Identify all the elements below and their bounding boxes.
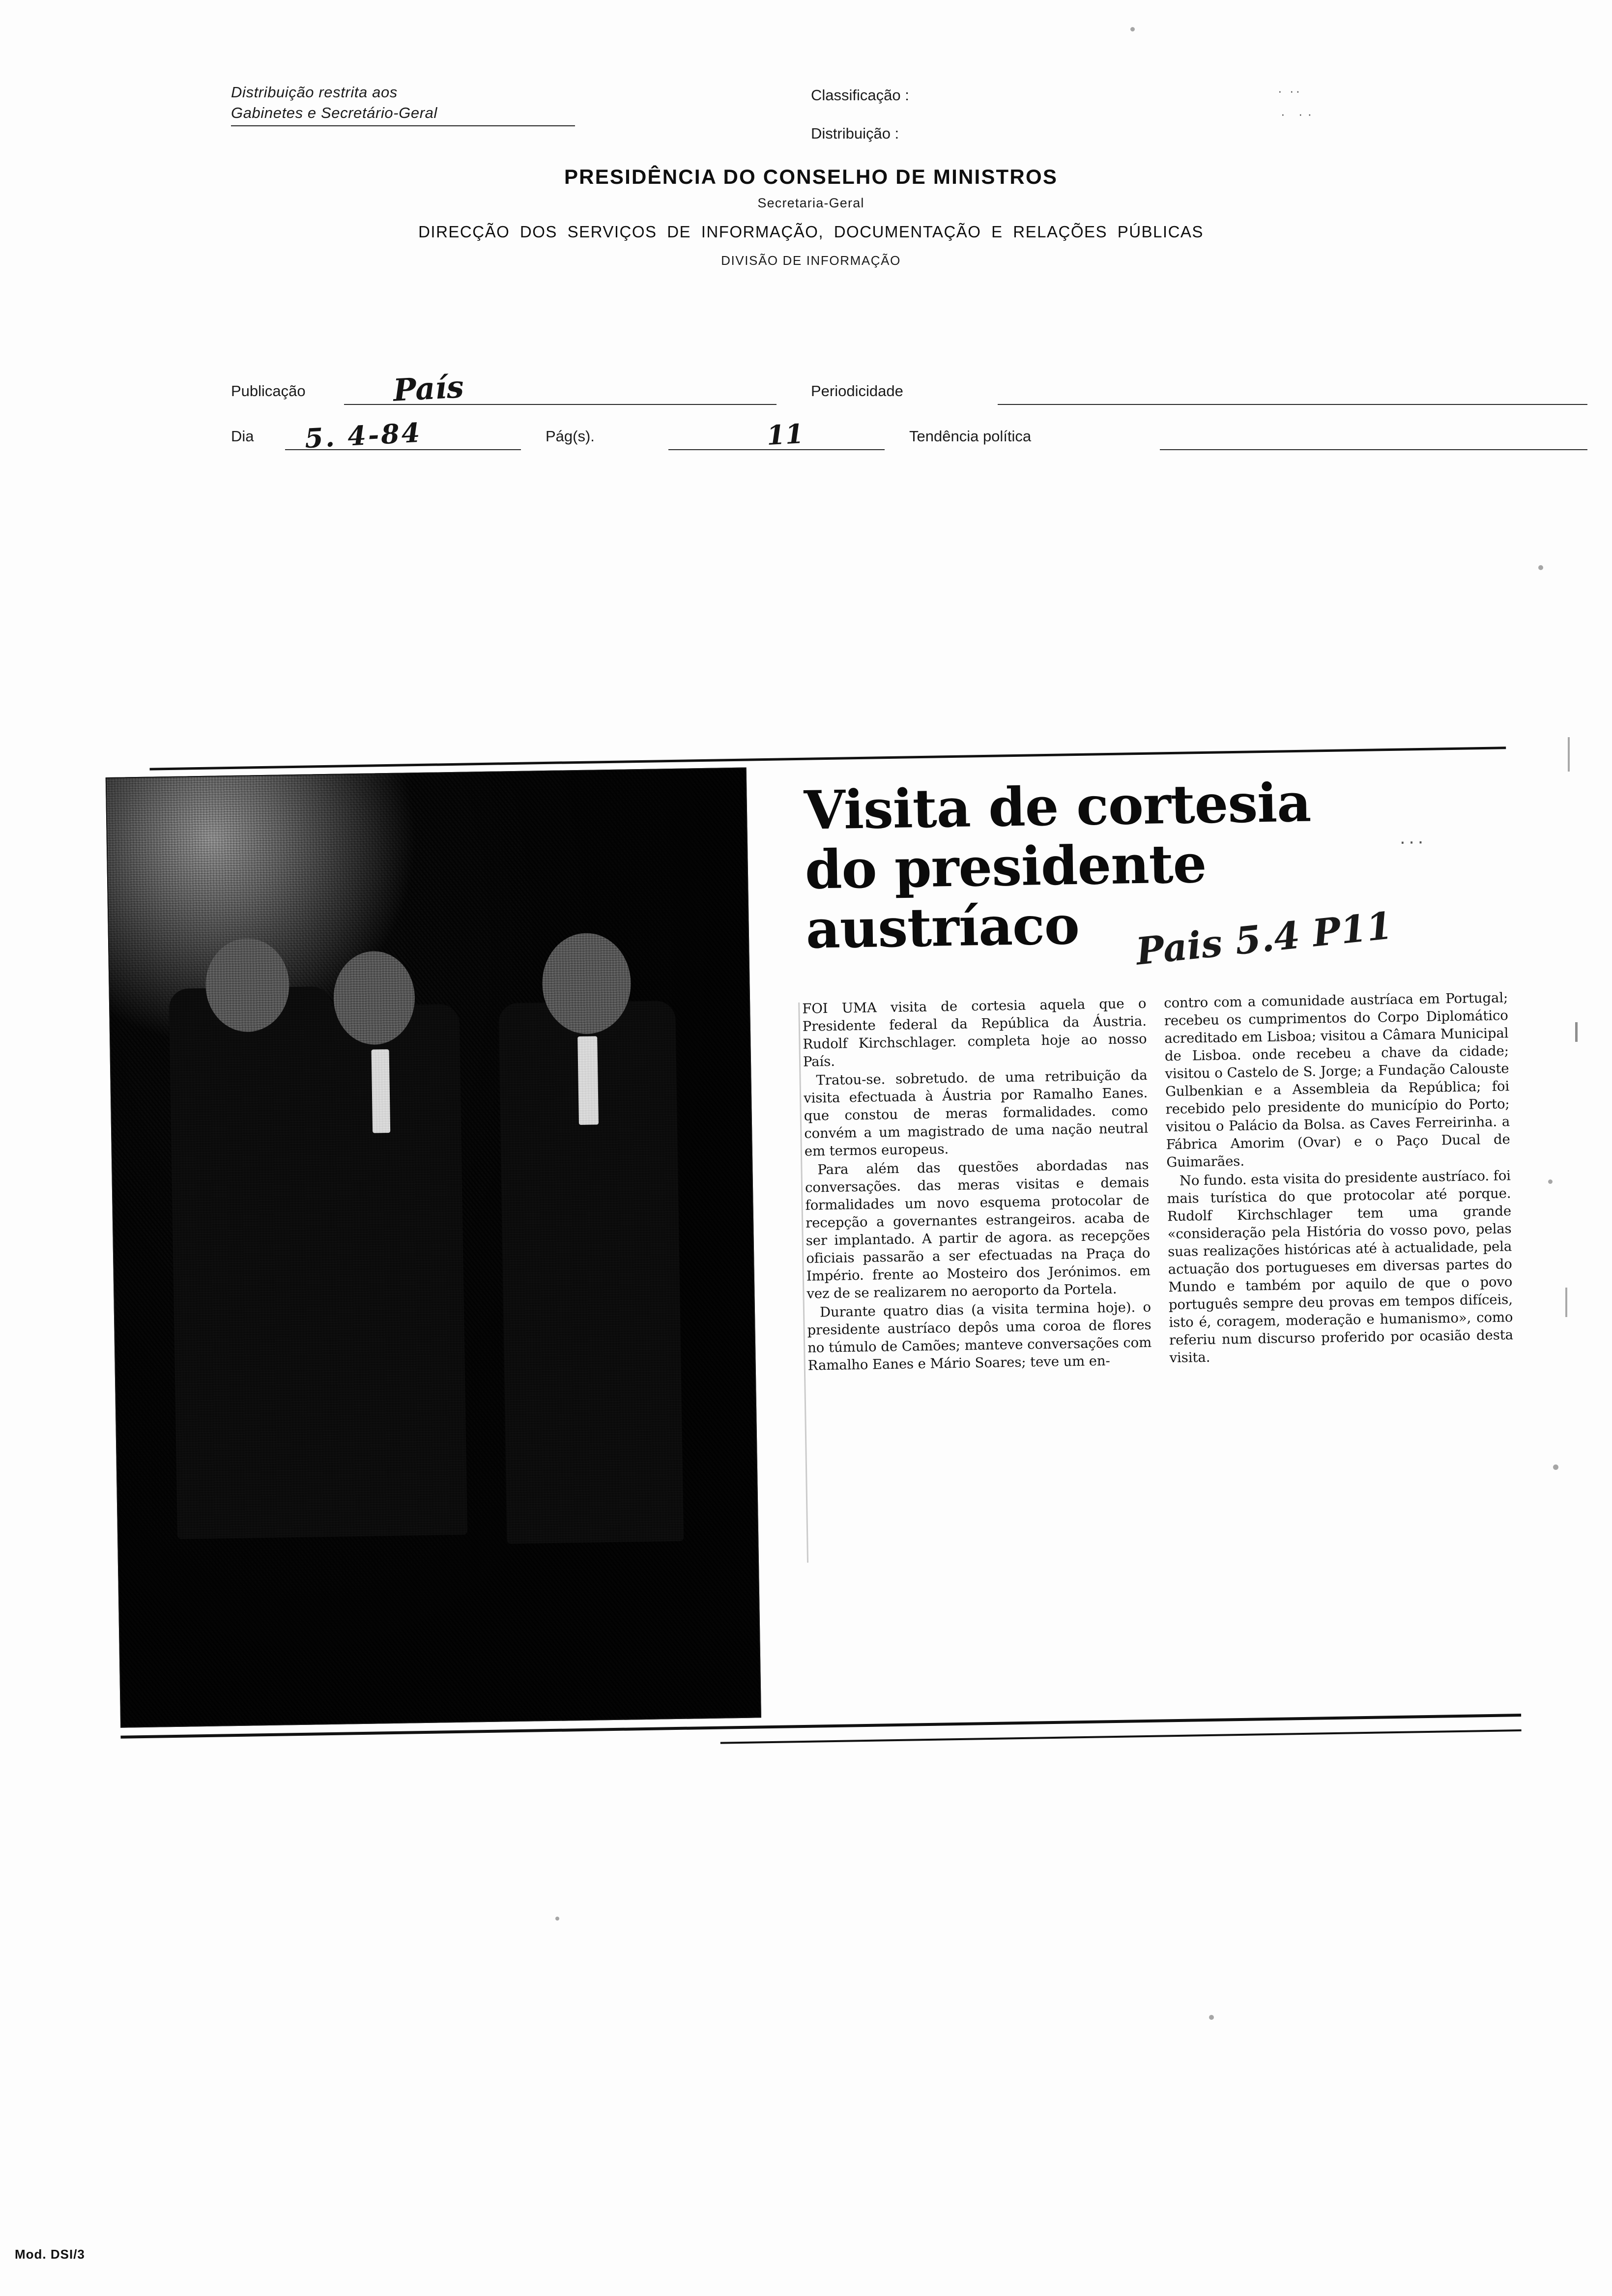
scan-edge-tick [1575, 1022, 1578, 1042]
paragraph: No fundo. esta visita do presidente austríaco. foi mais turística do que protocolar até porque. Rudolf Kirchschlager tem uma grande «consideração pela História do vosso povo, pelas suas realizações históricas até à actualidade, pela actuação dos portugueses em diversas partes do Mundo e também por aquilo de que o povo português sempre deu provas em tempos difíceis, isto é, coragem, moderação e humanismo», como referiu num discurso proferido por ocasião desta visita. [1167, 1168, 1514, 1366]
clipping-top-rule [149, 746, 1506, 770]
publication-row [231, 369, 1391, 419]
clipping-photo [106, 768, 761, 1728]
scan-edge-mark [1565, 1288, 1567, 1317]
restricted-distribution-note [231, 84, 575, 126]
handwritten-annotation: Pais 5.4 P11 [1134, 903, 1395, 974]
distribution-label: Distribuição : [811, 125, 899, 142]
restricted-line-2: Gabinetes e Secretário-Geral [231, 104, 575, 126]
scan-speck [555, 1917, 559, 1921]
scan-speck [1553, 1464, 1558, 1470]
publicacao-value[interactable]: País [392, 369, 465, 408]
article-columns [802, 989, 1516, 1376]
paragraph: Tratou-se. sobretudo. de uma retribuição da visita efectuada à Áustria por Ramalho Eanes. que constou de meras formalidades. como convém a um magistrado de uma nação neutral em termos europeus. [803, 1067, 1149, 1159]
stamp-marks [1278, 84, 1317, 122]
dia-label: Dia [231, 428, 254, 445]
newspaper-clipping [59, 727, 1538, 1769]
periodicidade-label: Periodicidade [811, 382, 903, 400]
stamp-mark-2: · ·· [1281, 107, 1317, 121]
form-header-top-row [231, 84, 1391, 157]
headline-line-2: do presidente [804, 832, 1207, 901]
paragraph: Para além das questões abordadas nas conversações. das meras visitas e demais formalidades um novo esquema protocolar de recepção a governantes estrangeiros. acaba de ser implantado. A partir de agora. as recepções oficiais passarão a ser efectuadas na Praça do Império. frente ao Mosteiro dos Jerónimos. em vez de se realizarem no aeroporto da Portela. [805, 1156, 1151, 1302]
organization-title: PRESIDÊNCIA DO CONSELHO DE MINISTROS [564, 165, 1058, 188]
publicacao-label: Publicação [231, 382, 306, 400]
scan-speck [1130, 27, 1135, 31]
paragraph: contro com a comunidade austríaca em Portugal; recebeu os cumprimentos do Corpo Diplomático acreditado em Lisboa; visitou a Câmara Municipal de Lisboa. onde recebeu a chave da cidade; visitou o Castelo de S. Jorge; a Fundação Calouste Gulbenkian e a Assembleia da República; foi recebido pelo presidente do município do Porto; visitou o Palácio da Bolsa. as Caves Ferreirinha. a Fábrica Amorim (Ovar) e o Paço Ducal de Guimarães. [1164, 990, 1510, 1171]
dia-value[interactable]: 5. 4-84 [304, 416, 423, 455]
form-model-code: Mod. DSI/3 [15, 2247, 85, 2262]
stamp-mark-1: · ·· [1278, 84, 1302, 98]
restricted-line-1: Distribuição restrita aos [231, 84, 398, 101]
tendencia-rule [1160, 449, 1587, 450]
organization-subtitle: Secretaria-Geral [757, 196, 864, 210]
scan-edge-mark [1568, 737, 1570, 772]
date-row [231, 416, 1391, 464]
scan-speck [1548, 1179, 1553, 1184]
article-column-2 [1164, 989, 1514, 1370]
photo-halftone-noise [107, 769, 760, 1727]
headline-scan-marks: ··· [1399, 830, 1427, 853]
scan-speck [1209, 2015, 1214, 2020]
article-column-1 [802, 995, 1152, 1376]
paragraph: FOI UMA visita de cortesia aquela que o Presidente federal da República da Áustria. Rudolf Kirchschlager. completa hoje ao nosso País. [802, 995, 1147, 1070]
pags-label: Pág(s). [546, 428, 595, 445]
form-header [231, 84, 1391, 268]
form-fields [231, 369, 1391, 464]
tendencia-label: Tendência política [909, 428, 1032, 445]
classification-label: Classificação : [811, 86, 909, 104]
paragraph: Durante quatro dias (a visita termina hoje). o presidente austríaco depôs uma coroa de flores no túmulo de Camões; manteve conversações com Ramalho Eanes e Mário Soares; teve um en- [807, 1299, 1152, 1374]
pags-value[interactable]: 11 [766, 418, 805, 451]
organization-direction: DIRECÇÃO DOS SERVIÇOS DE INFORMAÇÃO, DOCUMENTAÇÃO E RELAÇÕES PÚBLICAS [418, 223, 1204, 241]
scan-speck [1538, 565, 1543, 570]
periodicidade-rule [998, 404, 1587, 405]
organization-division: DIVISÃO DE INFORMAÇÃO [721, 253, 901, 268]
clipping-bottom-rule-2 [720, 1729, 1522, 1744]
headline-line-1: Visita de cortesia [804, 772, 1312, 842]
headline-line-3: austríaco [805, 894, 1080, 961]
